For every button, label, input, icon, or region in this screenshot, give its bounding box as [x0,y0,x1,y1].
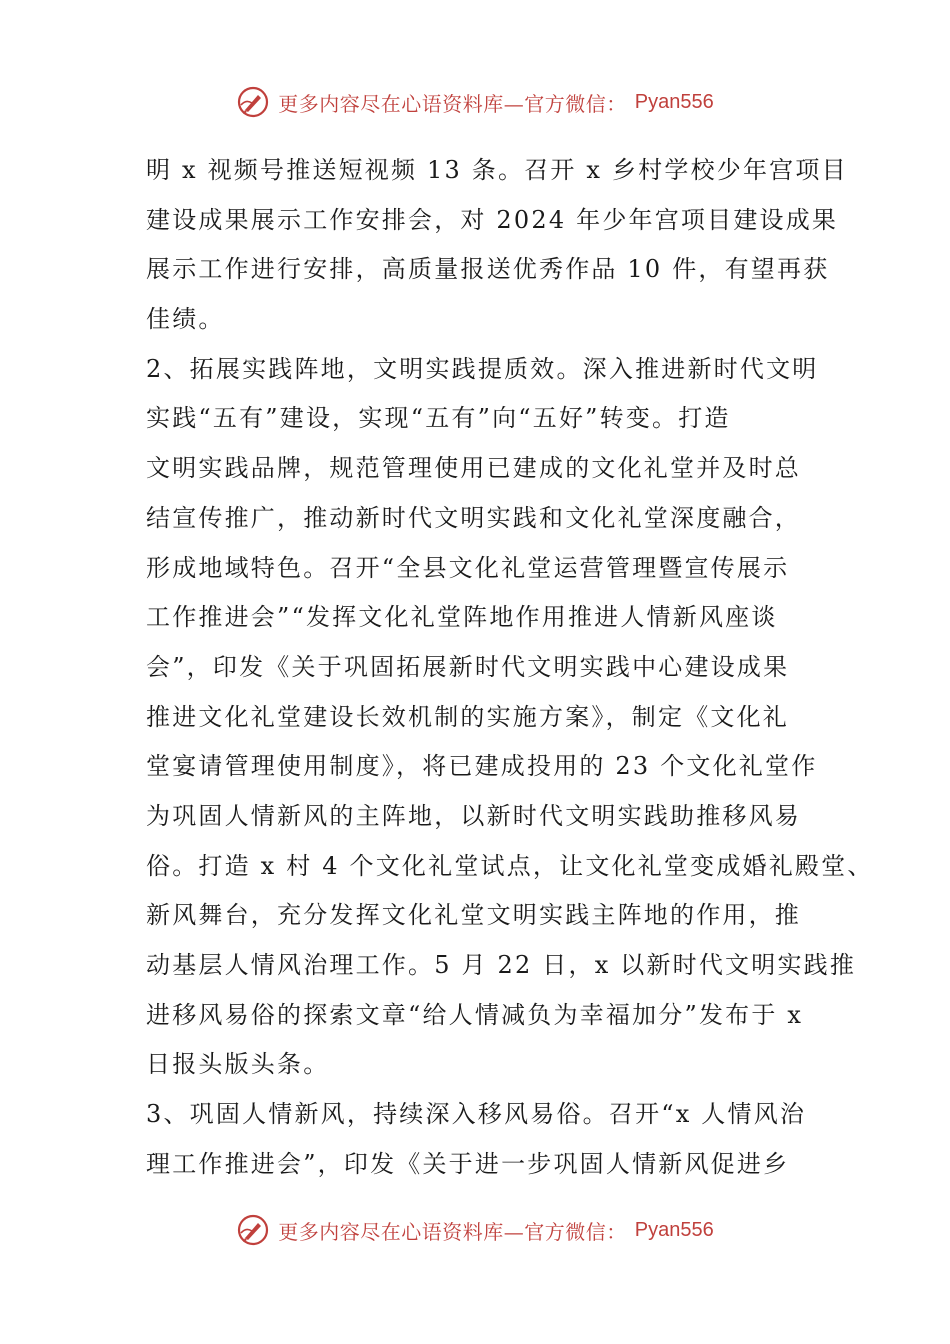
footer-watermark [0,1210,950,1250]
watermark-group [236,1213,713,1247]
text-line: 工作推进会”“发挥文化礼堂阵地作用推进人情新风座谈 [146,603,778,632]
text-line: 明 x 视频号推送短视频 13 条。召开 x 乡村学校少年宫项目 [146,156,848,184]
watermark-text: 更多内容尽在心语资料库—官方微信： [278,91,627,116]
text-line: 俗。打造 x 村 4 个文化礼堂试点，让文化礼堂变成婚礼殿堂、 [146,851,874,880]
watermark-text: 更多内容尽在心语资料库—官方微信： [278,1219,627,1244]
watermark-wechat-id: Pyan556 [634,1218,714,1241]
text-line: 日报头版头条。 [146,1050,330,1079]
text-line: 实践“五有”建设，实现“五有”向“五好”转变。打造 [146,404,731,433]
text-line: 3、巩固人情新风，持续深入移风易俗。召开“x 人情风治 [146,1100,807,1129]
text-line: 展示工作进行安排，高质量报送优秀作品 10 件，有望再获 [146,255,830,284]
text-line: 2、拓展实践阵地，文明实践提质效。深入推进新时代文明 [146,354,819,383]
text-line: 理工作推进会”，印发《关于进一步巩固人情新风促进乡 [146,1149,790,1178]
watermark-group [236,85,713,119]
text-line: 会”，印发《关于巩固拓展新时代文明实践中心建设成果 [146,652,790,681]
text-line: 建设成果展示工作安排会，对 2024 年少年宫项目建设成果 [146,205,839,234]
watermark-wechat-id: Pyan556 [634,90,714,113]
text-line: 形成地域特色。召开“全县文化礼堂运营管理暨宣传展示 [146,553,790,582]
text-line: 堂宴请管理使用制度》，将已建成投用的 23 个文化礼堂作 [146,752,818,781]
text-line: 动基层人情风治理工作。5 月 22 日，x 以新时代文明实践推 [146,951,857,979]
pen-logo-icon [236,85,270,119]
pen-logo-icon [236,1213,270,1247]
text-line: 文明实践品牌，规范管理使用已建成的文化礼堂并及时总 [146,454,801,483]
document-body [146,146,874,1189]
text-line: 新风舞台，充分发挥文化礼堂文明实践主阵地的作用，推 [146,901,801,930]
text-line: 佳绩。 [146,305,225,334]
header-watermark [0,82,950,122]
text-line: 结宣传推广，推动新时代文明实践和文化礼堂深度融合， [146,503,801,532]
text-line: 进移风易俗的探索文章“给人情减负为幸福加分”发布于 x [146,1000,804,1029]
text-line: 推进文化礼堂建设长效机制的实施方案》，制定《文化礼 [146,702,789,731]
text-line: 为巩固人情新风的主阵地，以新时代文明实践助推移风易 [146,801,801,830]
